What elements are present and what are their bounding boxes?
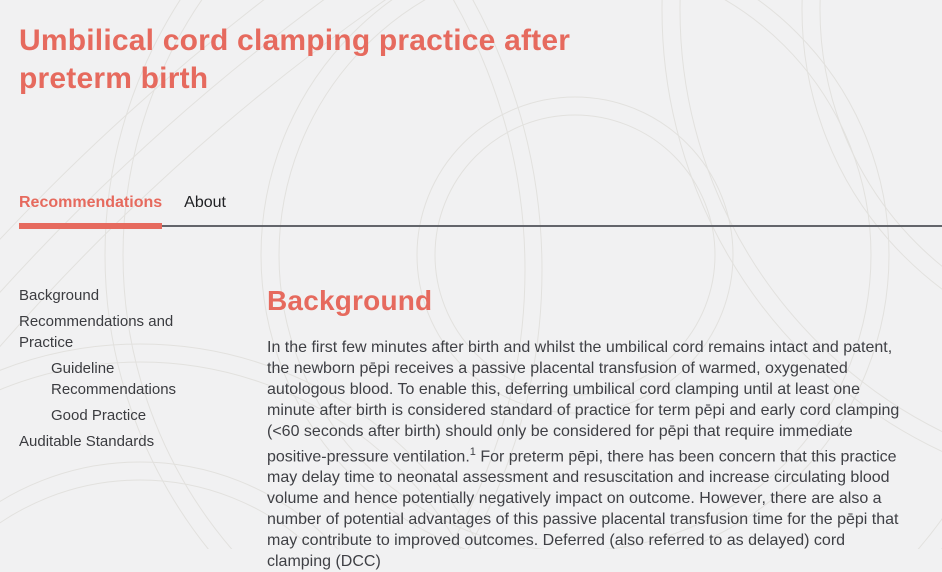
paragraph-text-after-footnote: For preterm pēpi, there has been concern that this practice may delay time to neonatal assessment and resuscitation and increase circulating blood volume and hence potentially negatively impact on outcome. However, there are also a number of potential advantages of this passive placental transfusion time for the pēpi that may contribute to improved outcomes. Deferred (also referred to as delayed) cord clamping (DCC) bbox=[267, 448, 899, 571]
sidebar-item-recommendations-and-practice[interactable]: Recommendations and Practice bbox=[19, 313, 174, 351]
main-content bbox=[267, 285, 942, 572]
tab-recommendations[interactable]: Recommendations bbox=[19, 194, 162, 225]
footnote-reference-1[interactable]: 1 bbox=[469, 446, 476, 458]
sidebar-item-guideline-recommendations[interactable]: Guideline Recommendations bbox=[51, 360, 177, 398]
sidebar-item-auditable-standards[interactable]: Auditable Standards bbox=[19, 433, 155, 450]
page-title: Umbilical cord clamping practice after preterm birth bbox=[19, 24, 571, 95]
tab-about[interactable]: About bbox=[184, 194, 226, 211]
sidebar-item-background[interactable]: Background bbox=[19, 287, 100, 304]
background-paragraph bbox=[267, 337, 908, 572]
sidebar-item-good-practice[interactable]: Good Practice bbox=[51, 407, 147, 424]
paragraph-text-before-footnote: In the first few minutes after birth and whilst the umbilical cord remains intact and patent, the newborn pēpi receives a passive placental transfusion of warmed, oxygenated autologous blood. To enable this, deferring umbilical cord clamping until at least one minute after birth is considered standard of practice for term pēpi and early cord clamping (<60 seconds after birth) should only be considered for pēpi that require immediate positive-pressure ventilation. bbox=[267, 339, 900, 466]
section-heading-background: Background bbox=[267, 285, 433, 316]
tab-bar bbox=[19, 194, 942, 227]
section-sidebar-nav bbox=[19, 285, 209, 457]
content-area bbox=[0, 285, 942, 572]
